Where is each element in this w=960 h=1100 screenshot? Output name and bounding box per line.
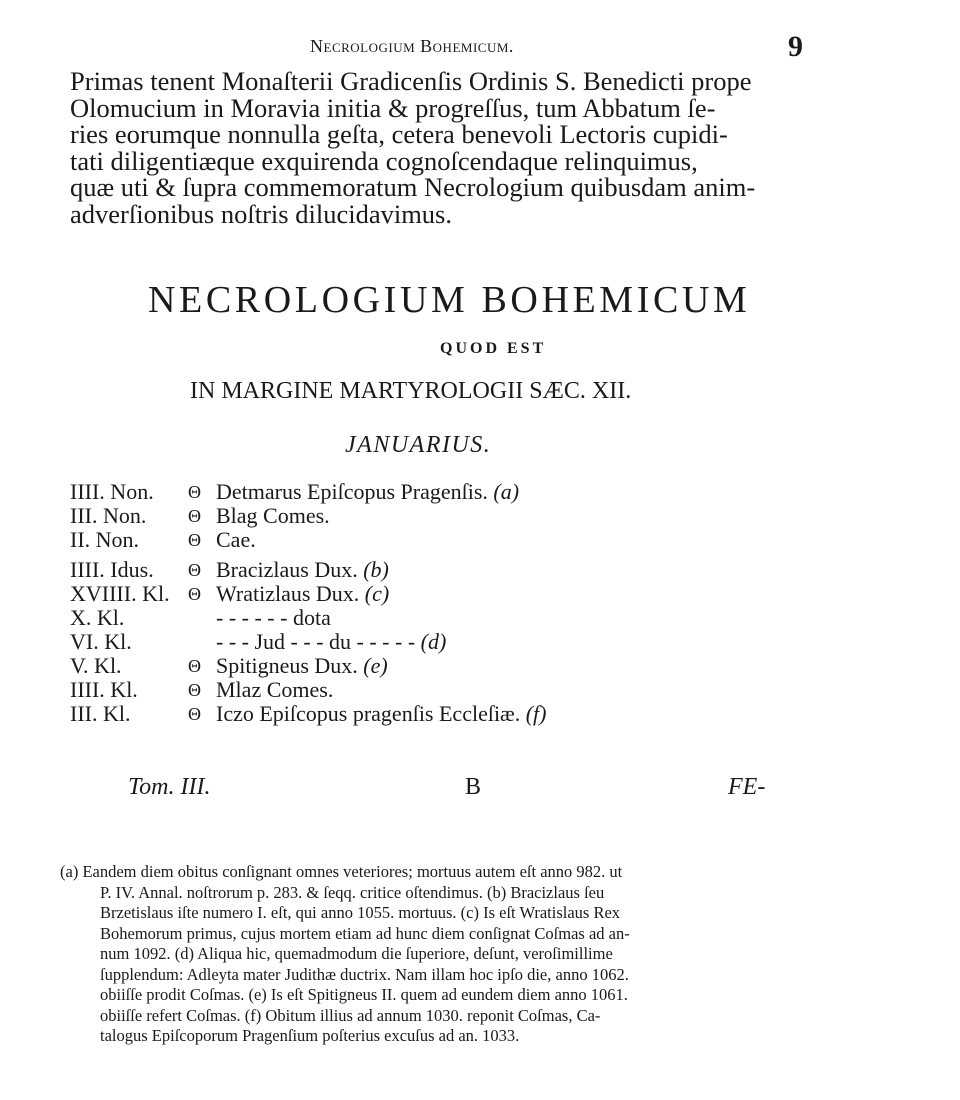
note-ref: (d) — [420, 629, 447, 654]
necrology-entries — [70, 480, 770, 726]
running-head — [0, 30, 960, 64]
entry-name: Mlaz Comes. — [216, 677, 334, 702]
footnote-line: (a) Eandem diem obitus conſignant omnes veteriores; mortuus autem eſt anno 982. ut — [60, 862, 623, 881]
entry-name: - - - - - - dota — [216, 605, 331, 630]
entry-name: Spitigneus Dux. (e) — [216, 653, 388, 678]
entry-name: Iczo Epiſcopus pragenſis Eccleſiæ. (f) — [216, 701, 547, 726]
obit-symbol-icon: Θ — [188, 584, 201, 604]
entry-name: Blag Comes. — [216, 503, 330, 528]
footnote-line: Brzetislaus iſte numero I. eſt, qui anno 1055. mortuus. (c) Is eſt Wratislaus Rex — [100, 903, 621, 922]
note-ref: (c) — [364, 581, 390, 606]
obit-symbol-icon: Θ — [188, 560, 201, 580]
month-heading: JANUARIUS. — [345, 432, 492, 458]
entry-date: III. Kl. — [70, 701, 131, 726]
necrology-entry — [70, 678, 770, 702]
note-ref: (f) — [525, 701, 547, 726]
entry-name: Wratizlaus Dux. (c) — [216, 581, 390, 606]
entry-date: XVIIII. Kl. — [70, 581, 170, 606]
entry-name: Detmarus Epiſcopus Pragenſis. (a) — [216, 479, 520, 504]
signature-mark: B — [465, 774, 482, 800]
intro-line: quæ uti & ſupra commemoratum Necrologium quibusdam anim- — [70, 172, 756, 202]
intro-line: ries eorumque nonnulla geſta, cetera benevoli Lectoris cupidi- — [70, 119, 728, 149]
obit-symbol-icon: Θ — [188, 482, 201, 502]
footnote-line: P. IV. Annal. noſtrorum p. 283. & ſeqq. critice oſtendimus. (b) Bracizlaus ſeu — [100, 882, 605, 902]
entry-date: V. Kl. — [70, 653, 122, 678]
entry-date: II. Non. — [70, 527, 140, 552]
obit-symbol-icon: Θ — [188, 704, 201, 724]
footnote-line: num 1092. (d) Aliqua hic, quemadmodum die ſuperiore, deſunt, veroſimillime — [100, 944, 613, 963]
necrology-entry — [70, 582, 770, 606]
obit-symbol-icon: Θ — [188, 506, 201, 526]
subtitle-quod-est: QUOD EST — [440, 340, 547, 357]
footnote-line: Bohemorum primus, cujus mortem etiam ad hunc diem conſignat Coſmas ad an- — [100, 923, 630, 943]
catchword: FE- — [728, 774, 766, 800]
volume-mark: Tom. III. — [128, 774, 211, 800]
entry-date: IIII. Kl. — [70, 677, 138, 702]
necrology-entry — [70, 702, 770, 726]
entry-date: III. Non. — [70, 503, 147, 528]
page-number: 9 — [788, 30, 803, 63]
necrology-entry — [70, 504, 770, 528]
necrology-entry — [70, 606, 770, 630]
entry-name: Cae. — [216, 527, 256, 552]
note-ref: (e) — [363, 653, 388, 678]
subtitle-in-margine: IN MARGINE MARTYROLOGII SÆC. XII. — [190, 378, 632, 404]
necrology-entry — [70, 630, 770, 654]
entry-date: VI. Kl. — [70, 629, 132, 654]
necrology-entry — [70, 480, 770, 504]
intro-line: Primas tenent Monaſterii Gradicenſis Ordinis S. Benedicti prope — [70, 66, 752, 96]
entry-name: - - - Jud - - - du - - - - - (d) — [216, 629, 447, 654]
footnote-line: ſupplendum: Adleyta mater Judithæ ductrix. Nam illam hoc ipſo die, anno 1062. — [100, 964, 629, 984]
necrology-entry — [70, 558, 770, 582]
obit-symbol-icon: Θ — [188, 680, 201, 700]
note-ref: (a) — [493, 479, 520, 504]
necrology-entry — [70, 528, 770, 552]
entry-date: IIII. Non. — [70, 479, 154, 504]
intro-line: adverſionibus noſtris dilucidavimus. — [70, 198, 452, 229]
footnote-line: obiiſſe prodit Coſmas. (e) Is eſt Spitigneus II. quem ad eundem diem anno 1061. — [100, 985, 628, 1004]
note-ref: (b) — [363, 557, 389, 582]
entry-date: IIII. Idus. — [70, 557, 154, 582]
necrology-entry — [70, 654, 770, 678]
intro-line: Olomucium in Moravia initia & progreſſus, tum Abbatum ſe- — [70, 92, 716, 123]
obit-symbol-icon: Θ — [188, 656, 201, 676]
footnotes — [60, 862, 850, 1047]
entry-name: Bracizlaus Dux. (b) — [216, 557, 389, 582]
obit-symbol-icon: Θ — [188, 530, 201, 550]
footnote-line: obiiſſe refert Coſmas. (f) Obitum illius ad annum 1030. reponit Coſmas, Ca- — [100, 1005, 601, 1025]
running-title: Necrologium Bohemicum. — [310, 36, 514, 56]
intro-line: tati diligentiæque exquirenda cognoſcendaque relinquimus, — [70, 145, 698, 176]
footnote-line: talogus Epiſcoporum Pragenſium poſterius excuſus ad an. 1033. — [100, 1026, 520, 1045]
intro-paragraph — [70, 68, 840, 227]
main-title: NECROLOGIUM BOHEMICUM — [148, 279, 751, 321]
signature-line — [0, 774, 960, 814]
entry-date: X. Kl. — [70, 605, 125, 630]
